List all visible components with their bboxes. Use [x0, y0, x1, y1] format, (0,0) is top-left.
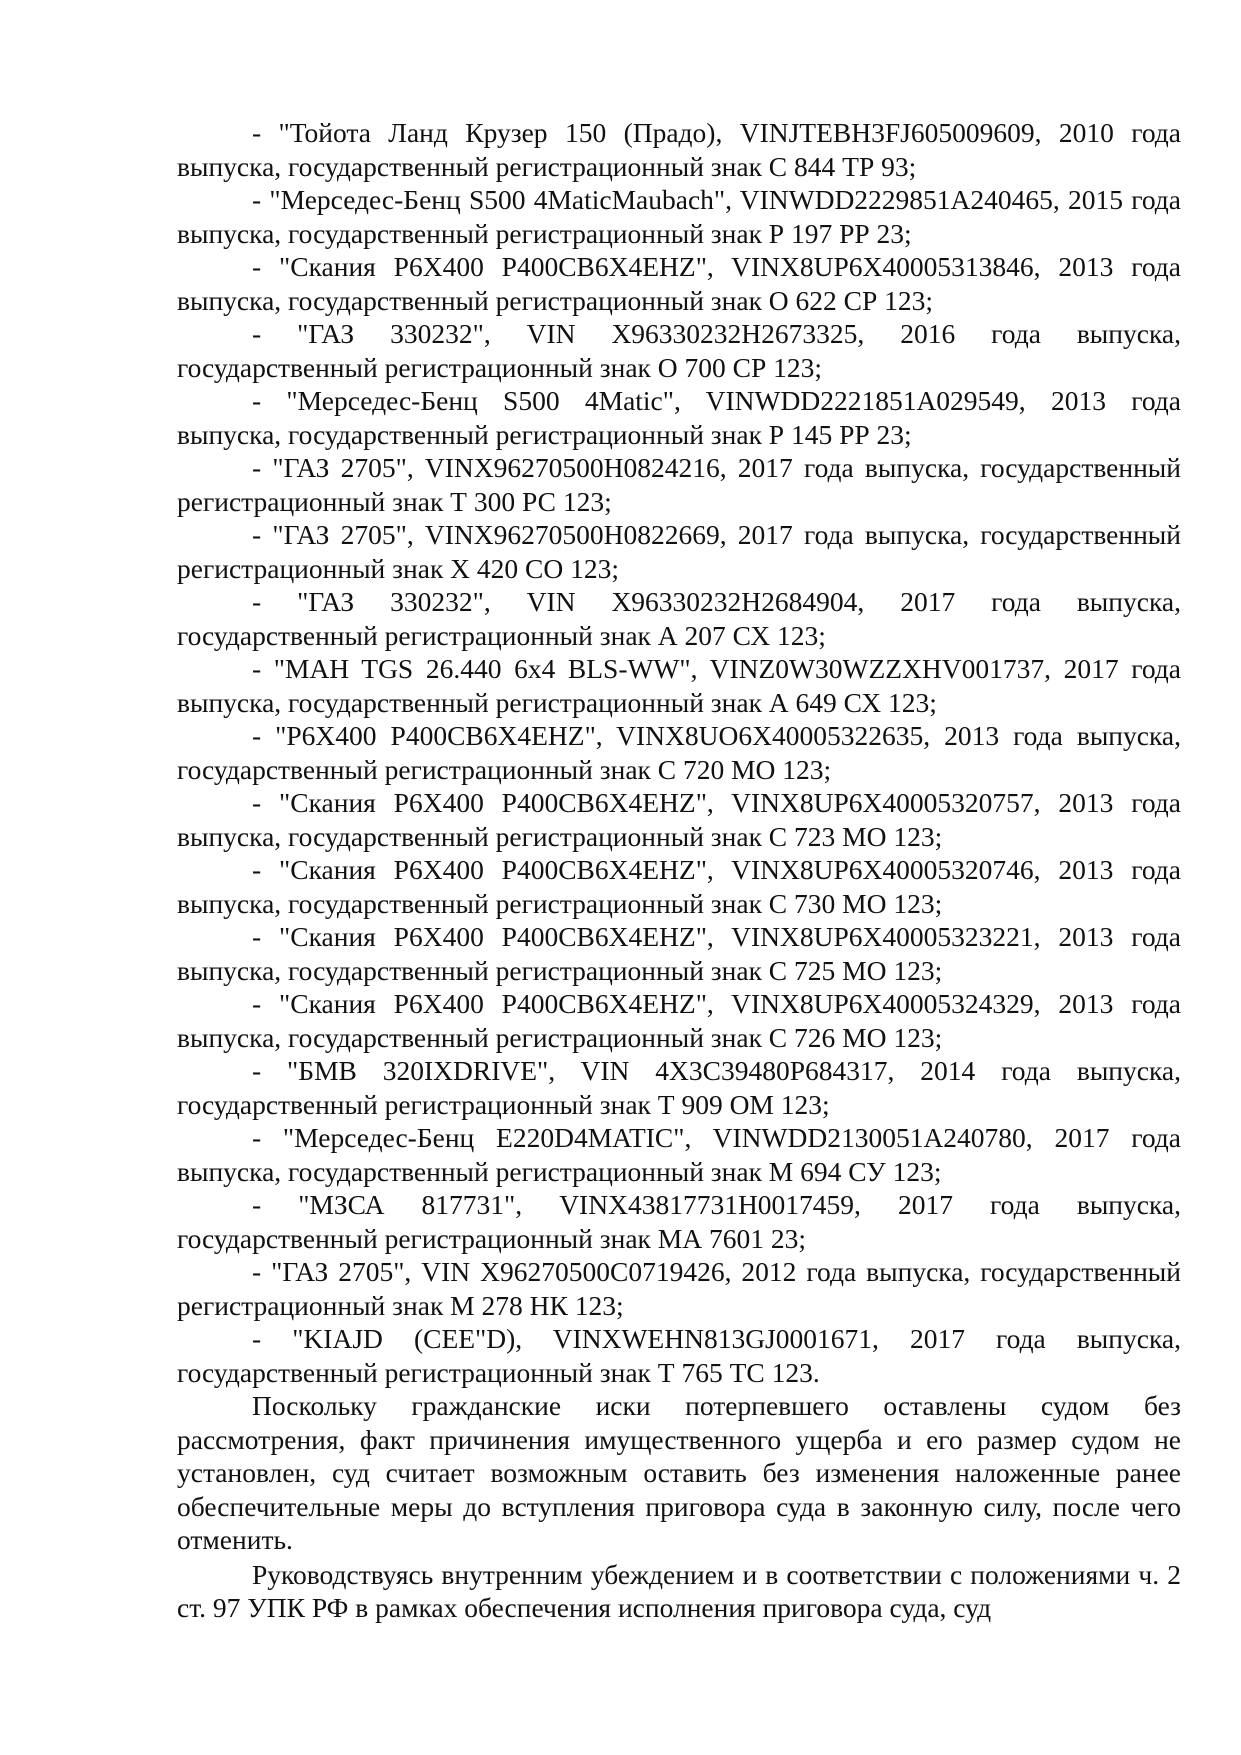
vehicle-item: - "Тойота Ланд Крузер 150 (Прадо), VINJTEBH3FJ605009609, 2010 года выпуска, государственный регистрационный знак С 844 ТР 93; [177, 117, 1181, 182]
vehicle-item: - "Мерседес-Бенц S500 4Matic", VINWDD2221851A029549, 2013 года выпуска, государственный регистрационный знак Р 145 РР 23; [177, 385, 1181, 450]
vehicle-item: - "Скания P6X400 P400CB6X4EHZ", VINX8UP6X40005313846, 2013 года выпуска, государственный регистрационный знак О 622 СР 123; [177, 251, 1181, 316]
vehicle-item: - "ГАЗ 330232", VIN X96330232H2673325, 2016 года выпуска, государственный регистрационный знак О 700 СР 123; [177, 318, 1181, 383]
paragraph-guided-by: Руководствуясь внутренним убеждением и в соответствии с положениями ч. 2 ст. 97 УПК РФ в рамках обеспечения исполнения приговора суда, суд [177, 1558, 1181, 1623]
vehicle-item: - "Мерседес-Бенц S500 4MaticMaubach", VINWDD2229851A240465, 2015 года выпуска, государственный регистрационный знак Р 197 РР 23; [177, 184, 1181, 249]
vehicle-item: - "Мерседес-Бенц E220D4MATIC", VINWDD2130051A240780, 2017 года выпуска, государственный регистрационный знак М 694 СУ 123; [177, 1122, 1181, 1187]
vehicle-item: - "KIAJD (CEE"D), VINXWEHN813GJ0001671, 2017 года выпуска, государственный регистрационный знак Т 765 ТС 123. [177, 1323, 1181, 1388]
vehicle-item: - "ГАЗ 330232", VIN X96330232H2684904, 2017 года выпуска, государственный регистрационный знак А 207 СХ 123; [177, 586, 1181, 651]
vehicle-item: - "Скания P6X400 P400CB6X4EHZ", VINX8UP6X40005320746, 2013 года выпуска, государственный регистрационный знак С 730 МО 123; [177, 854, 1181, 919]
vehicle-item: - "ГАЗ 2705", VINX96270500H0824216, 2017 года выпуска, государственный регистрационный знак Т 300 РС 123; [177, 452, 1181, 517]
vehicle-item: - "MAH TGS 26.440 6x4 BLS-WW", VINZ0W30WZZXHV001737, 2017 года выпуска, государственный регистрационный знак А 649 СХ 123; [177, 653, 1181, 718]
paragraph-claims: Поскольку гражданские иски потерпевшего оставлены судом без рассмотрения, факт причинения имущественного ущерба и его размер судом не установлен, суд считает возможным оставить без изменения наложенные ранее обеспечительные меры до вступления приговора суда в законную силу, после чего отменить. [177, 1390, 1181, 1555]
vehicle-item: - "P6X400 P400CB6X4EHZ", VINX8UO6X40005322635, 2013 года выпуска, государственный регистрационный знак С 720 МО 123; [177, 720, 1181, 785]
vehicle-item: - "МЗСА 817731", VINX43817731H0017459, 2017 года выпуска, государственный регистрационный знак МА 7601 23; [177, 1189, 1181, 1254]
vehicle-item: - "БМВ 320IXDRIVE", VIN 4X3C39480P684317, 2014 года выпуска, государственный регистрационный знак Т 909 ОМ 123; [177, 1055, 1181, 1120]
vehicle-item: - "Скания P6X400 P400CB6X4EHZ", VINX8UP6X40005323221, 2013 года выпуска, государственный регистрационный знак С 725 МО 123; [177, 921, 1181, 986]
document-page [177, 116, 1181, 1625]
vehicle-item: - "ГАЗ 2705", VIN X96270500C0719426, 2012 года выпуска, государственный регистрационный знак М 278 НК 123; [177, 1256, 1181, 1321]
vehicle-item: - "Скания P6X400 P400CB6X4EHZ", VINX8UP6X40005324329, 2013 года выпуска, государственный регистрационный знак С 726 МО 123; [177, 988, 1181, 1053]
vehicle-item: - "ГАЗ 2705", VINX96270500H0822669, 2017 года выпуска, государственный регистрационный знак Х 420 СО 123; [177, 519, 1181, 584]
vehicle-item: - "Скания P6X400 P400CB6X4EHZ", VINX8UP6X40005320757, 2013 года выпуска, государственный регистрационный знак С 723 МО 123; [177, 787, 1181, 852]
